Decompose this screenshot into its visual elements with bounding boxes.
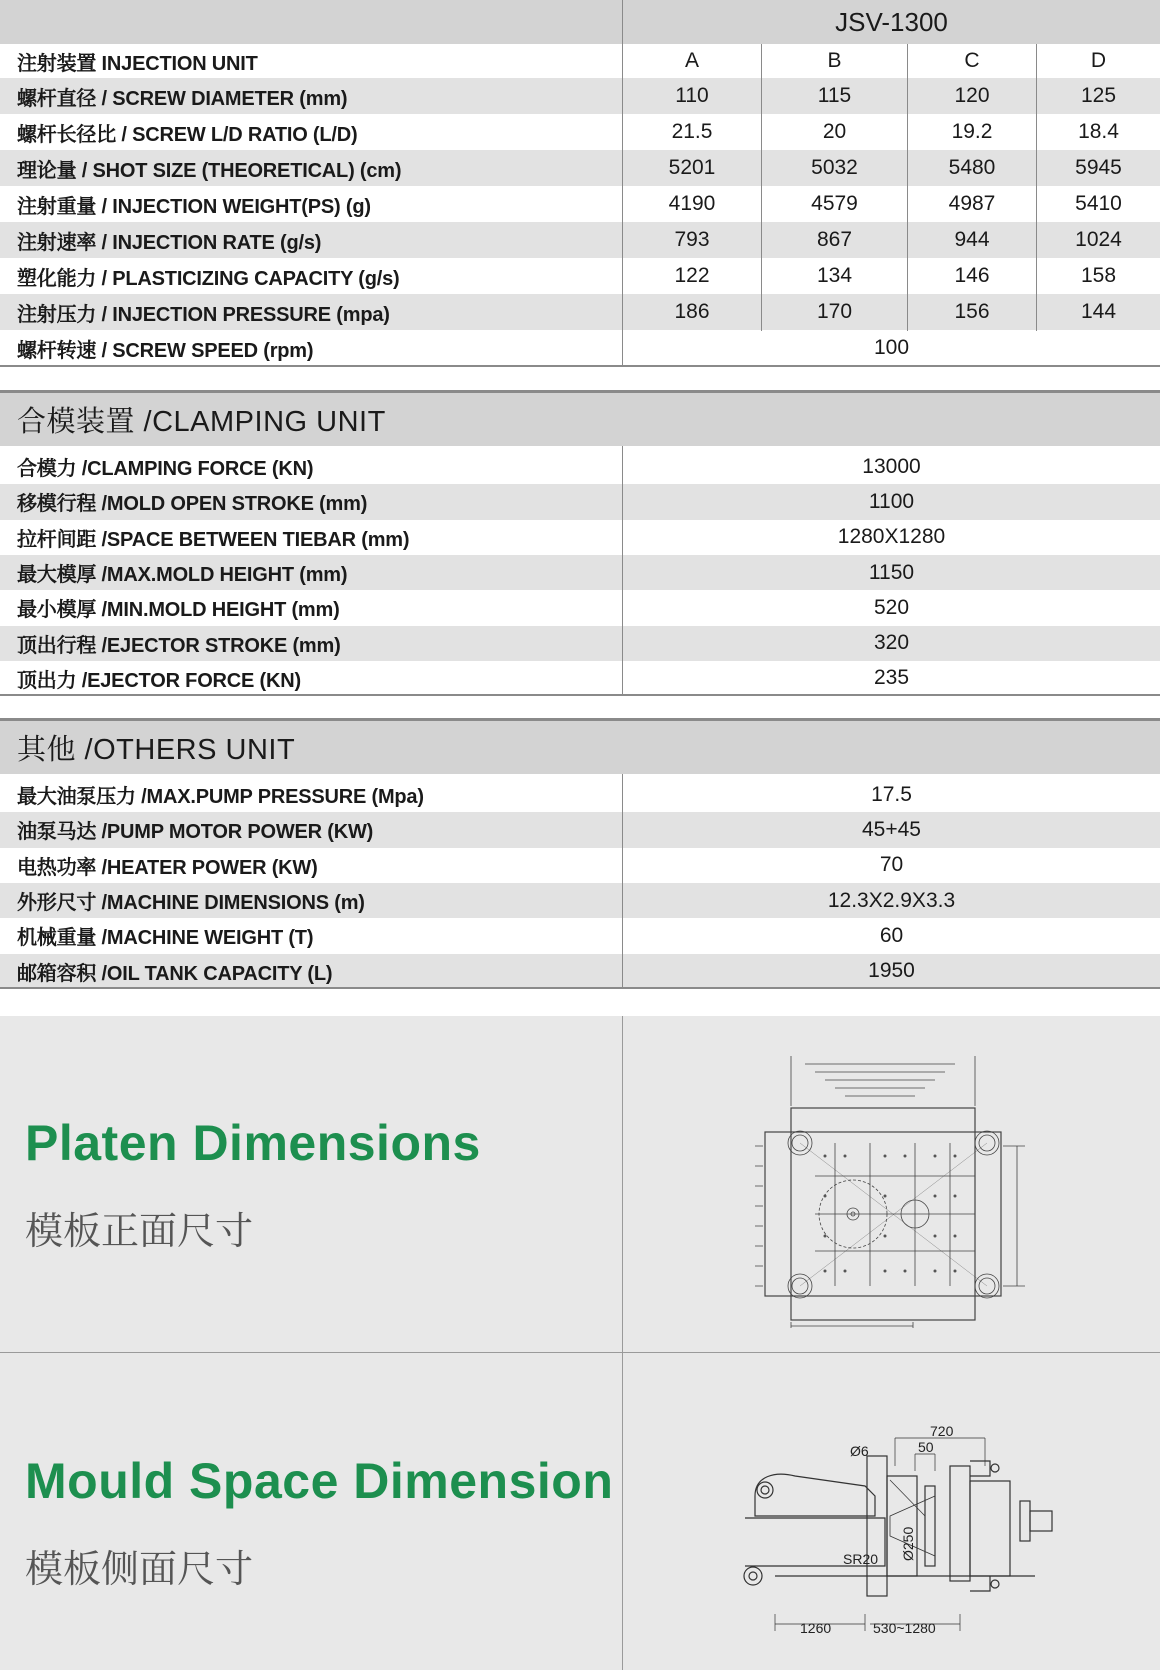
- spec-value-c: 156: [954, 300, 990, 323]
- clamping-unit-header: [0, 390, 1160, 446]
- injection-unit-header-row: [0, 44, 1160, 78]
- spec-value: 70: [879, 853, 904, 877]
- others-spec-row: [0, 918, 1160, 953]
- spec-value: 235: [873, 666, 910, 690]
- dim-sr20: SR20: [843, 1551, 879, 1567]
- spec-value-a: 21.5: [671, 120, 713, 143]
- column-a-header: A: [684, 49, 699, 72]
- spec-value: 1100: [868, 489, 915, 513]
- others-bottom-rule: [0, 987, 1160, 989]
- spec-label: 理论量 / SHOT SIZE (THEORETICAL) (cm): [17, 159, 402, 182]
- spec-value-b: 170: [816, 300, 853, 323]
- spec-value-c: 19.2: [951, 120, 993, 143]
- spec-value: 1280X1280: [837, 525, 946, 549]
- clamping-spec-row: [0, 449, 1160, 484]
- clamping-spec-row: [0, 590, 1160, 625]
- spec-value-b: 115: [817, 84, 852, 107]
- platen-dimensions-title: Platen Dimensions: [25, 1115, 481, 1171]
- spec-value: 12.3X2.9X3.3: [827, 888, 956, 912]
- panel-divider-vertical: [622, 1016, 623, 1670]
- column-divider-ab: [761, 44, 762, 331]
- column-b-header: B: [827, 49, 842, 72]
- dim-530-1280: 530~1280: [873, 1620, 936, 1636]
- others-unit-title: 其他 /OTHERS UNIT: [17, 734, 296, 766]
- injection-spec-row: [0, 150, 1160, 186]
- spec-label: 顶出行程 /EJECTOR STROKE (mm): [17, 634, 341, 657]
- spec-value-b: 20: [822, 120, 847, 143]
- injection-unit-title: 注射装置 INJECTION UNIT: [17, 52, 258, 75]
- clamping-bottom-rule: [0, 694, 1160, 696]
- spec-value: 13000: [862, 454, 921, 478]
- spec-value-c: 5480: [948, 156, 996, 179]
- others-spec-row: [0, 812, 1160, 847]
- dim-1260: 1260: [800, 1620, 832, 1636]
- spec-value-a: 122: [674, 264, 710, 287]
- spec-label: 最大油泵压力 /MAX.PUMP PRESSURE (Mpa): [17, 786, 424, 809]
- column-divider-bc: [907, 44, 908, 331]
- spec-value-c: 944: [954, 228, 990, 251]
- spec-label: 油泵马达 /PUMP MOTOR POWER (KW): [17, 821, 374, 844]
- column-divider-cd: [1036, 44, 1037, 331]
- spec-value-a: 793: [674, 228, 710, 251]
- spec-label: 合模力 /CLAMPING FORCE (KN): [17, 458, 314, 481]
- spec-label: 螺杆直径 / SCREW DIAMETER (mm): [17, 87, 348, 110]
- spec-label: 最小模厚 /MIN.MOLD HEIGHT (mm): [17, 599, 340, 622]
- spec-value: 1150: [868, 560, 915, 584]
- spec-value-a: 110: [675, 84, 709, 107]
- table-divider-top: [622, 0, 623, 365]
- spec-value-d: 1024: [1075, 228, 1122, 251]
- others-spec-row: [0, 848, 1160, 883]
- spec-value-d: 125: [1080, 84, 1117, 107]
- clamping-spec-row: [0, 555, 1160, 590]
- clamping-spec-row: [0, 484, 1160, 519]
- spec-value-d: 5410: [1075, 192, 1122, 215]
- table-divider-others: [622, 774, 623, 987]
- platen-dimensions-subtitle: 模板正面尺寸: [25, 1211, 254, 1253]
- spec-label: 邮箱容积 /OIL TANK CAPACITY (L): [17, 962, 333, 985]
- spec-label: 移模行程 /MOLD OPEN STROKE (mm): [17, 493, 368, 516]
- mould-space-subtitle: 模板侧面尺寸: [25, 1549, 254, 1591]
- spec-value-d: 158: [1080, 264, 1117, 287]
- spec-label: 注射压力 / INJECTION PRESSURE (mpa): [17, 303, 390, 326]
- clamping-spec-row: [0, 520, 1160, 555]
- spec-label: 注射速率 / INJECTION RATE (g/s): [17, 231, 322, 254]
- model-header-row: [0, 0, 1160, 44]
- injection-spec-row: [0, 114, 1160, 150]
- dim-d6: Ø6: [850, 1443, 869, 1459]
- others-unit-header: [0, 718, 1160, 774]
- clamping-unit-title: 合模装置 /CLAMPING UNIT: [17, 406, 386, 438]
- spec-label: 最大模厚 /MAX.MOLD HEIGHT (mm): [17, 564, 348, 587]
- others-spec-row: [0, 954, 1160, 989]
- spec-value-c: 4987: [948, 192, 996, 215]
- platen-front-drawing: [755, 1046, 1035, 1336]
- injection-spec-row: [0, 222, 1160, 258]
- column-d-header: D: [1090, 49, 1107, 72]
- spec-label: 顶出力 /EJECTOR FORCE (KN): [17, 669, 301, 692]
- injection-spec-row: [0, 294, 1160, 330]
- spec-value-b: 867: [816, 228, 853, 251]
- spec-value: 17.5: [871, 782, 912, 806]
- others-spec-row: [0, 883, 1160, 918]
- mould-space-title: Mould Space Dimension: [25, 1453, 614, 1509]
- spec-value-c: 120: [954, 84, 990, 107]
- screw-speed-value: 100: [873, 336, 910, 359]
- panel-divider-horizontal: [0, 1352, 1160, 1353]
- injection-spec-row: [0, 258, 1160, 294]
- injection-spec-row: [0, 186, 1160, 222]
- screw-speed-row: [0, 331, 1160, 365]
- injection-spec-row: [0, 78, 1160, 114]
- spec-value-b: 4579: [811, 192, 858, 215]
- spec-value: 520: [873, 595, 910, 619]
- spec-label: 注射重量 / INJECTION WEIGHT(PS) (g): [17, 195, 371, 218]
- dim-d250: Ø250: [900, 1526, 916, 1561]
- spec-label: 塑化能力 / PLASTICIZING CAPACITY (g/s): [17, 267, 400, 290]
- spec-value-a: 186: [674, 300, 710, 323]
- spec-value-b: 134: [816, 264, 853, 287]
- spec-value: 1950: [868, 959, 915, 983]
- mould-side-drawing: [735, 1416, 1065, 1646]
- column-c-header: C: [964, 49, 980, 72]
- others-spec-row: [0, 777, 1160, 812]
- spec-label: 螺杆长径比 / SCREW L/D RATIO (L/D): [17, 123, 358, 146]
- table-divider-clamping: [622, 446, 623, 694]
- spec-value-c: 146: [954, 264, 990, 287]
- injection-bottom-rule: [0, 365, 1160, 367]
- spec-value: 60: [879, 923, 904, 947]
- spec-label: 机械重量 /MACHINE WEIGHT (T): [17, 927, 314, 950]
- clamping-spec-row: [0, 661, 1160, 696]
- clamping-spec-row: [0, 626, 1160, 661]
- spec-value-d: 144: [1080, 300, 1117, 323]
- spec-value: 320: [873, 631, 910, 655]
- dimension-panels: [0, 1016, 1160, 1670]
- spec-label: 外形尺寸 /MACHINE DIMENSIONS (m): [17, 892, 365, 915]
- spec-value-d: 18.4: [1078, 120, 1119, 143]
- spec-label: 拉杆间距 /SPACE BETWEEN TIEBAR (mm): [17, 528, 410, 551]
- spec-value-a: 5201: [668, 156, 716, 179]
- dim-720: 720: [930, 1423, 954, 1439]
- spec-value-b: 5032: [811, 156, 858, 179]
- spec-value-a: 4190: [668, 192, 716, 215]
- spec-value: 45+45: [862, 817, 921, 841]
- spec-label: 电热功率 /HEATER POWER (KW): [17, 856, 318, 879]
- dim-50: 50: [918, 1439, 934, 1455]
- model-name: JSV-1300: [835, 6, 948, 37]
- screw-speed-label: 螺杆转速 / SCREW SPEED (rpm): [17, 339, 314, 362]
- spec-value-d: 5945: [1075, 156, 1122, 179]
